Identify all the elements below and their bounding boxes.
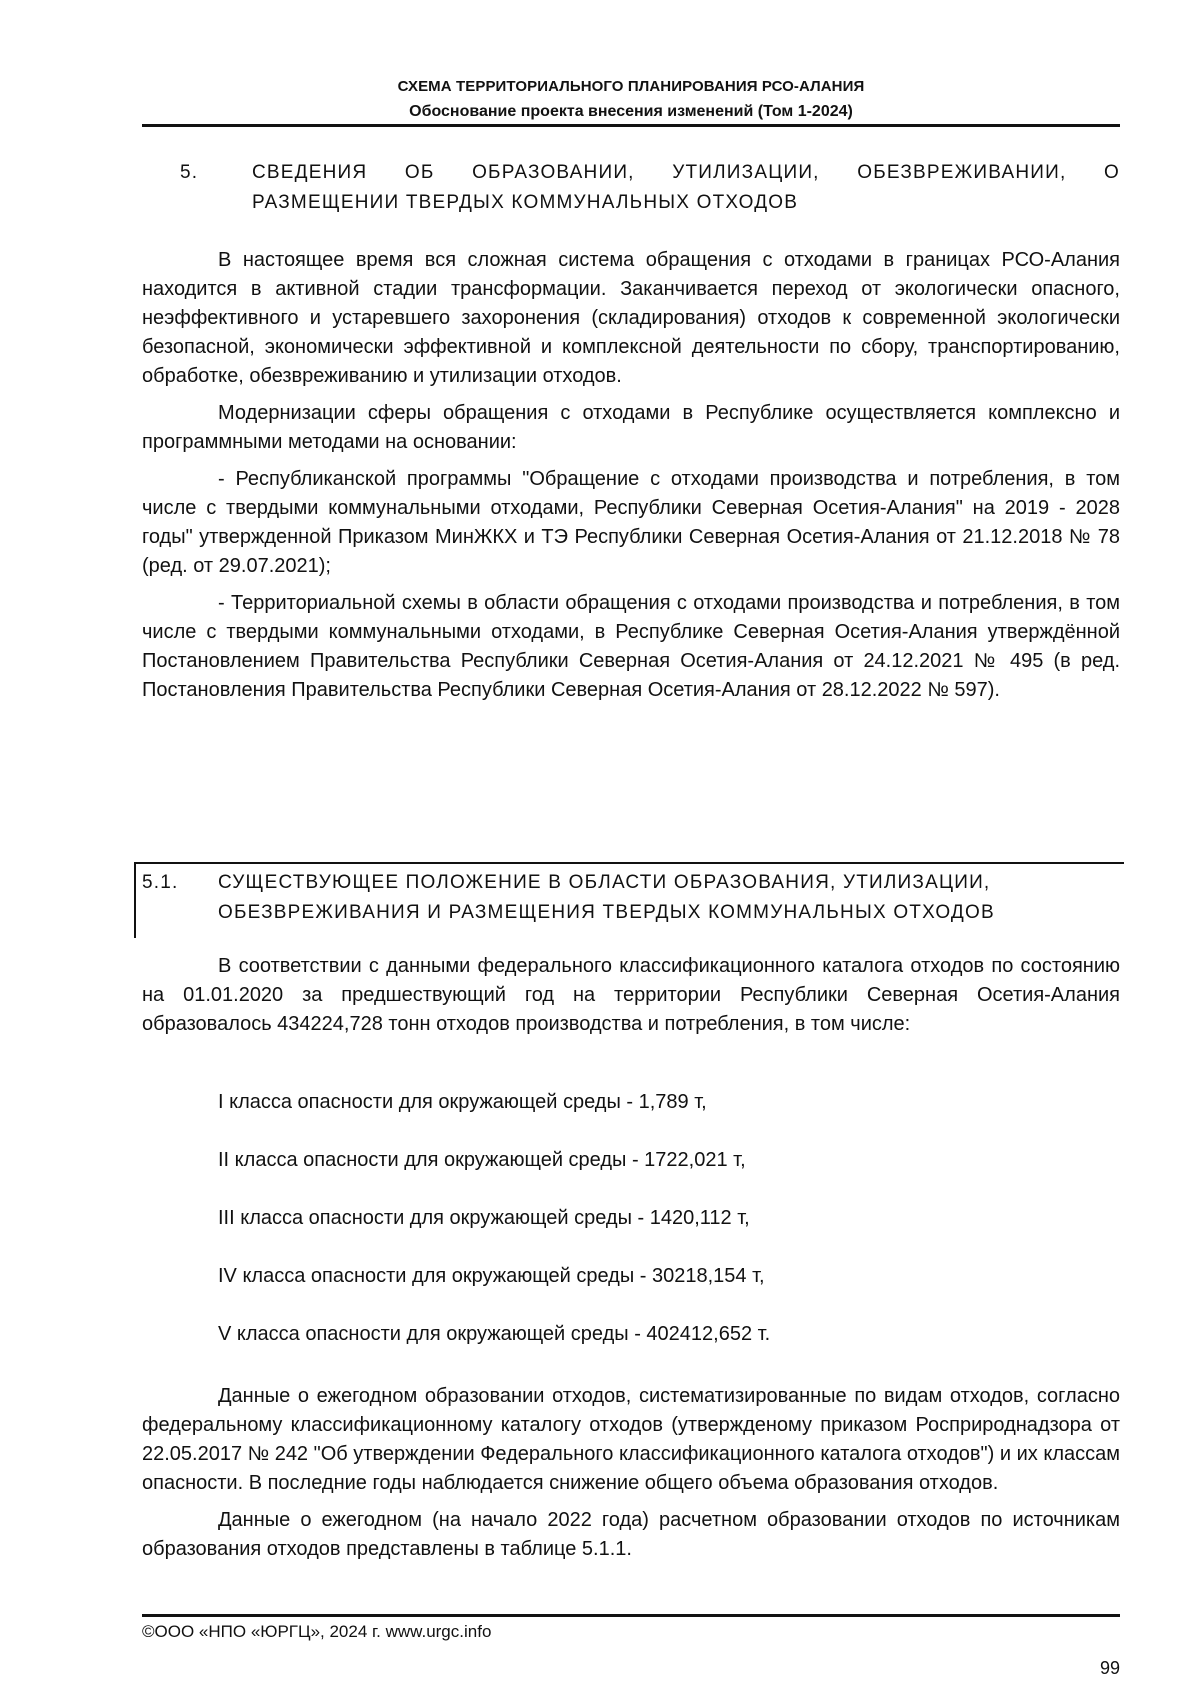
paragraph: Данные о ежегодном образовании отходов, систематизированные по видам отходов, согласно федеральному классификационному каталогу отходов (утвержденому приказом Росприроднадзора от 22.05.2017 № 242 "Об утверждении Федерального классификационного каталога отходов") и их классам опасности. В последние годы наблюдается снижение общего объема образования отходов.	[142, 1385, 1120, 1494]
section-5-1-intro	[142, 952, 1120, 1047]
section-5-1-title-line1: СУЩЕСТВУЮЩЕЕ ПОЛОЖЕНИЕ В ОБЛАСТИ ОБРАЗОВАНИЯ, УТИЛИЗАЦИИ,	[218, 872, 991, 893]
paragraph: В настоящее время вся сложная система обращения с отходами в границах РСО-Алания находится в активной стадии трансформации. Заканчивается переход от экологически опасного, неэффективного и устаревшего захоронения (складирования) отходов к современной экологически безопасной, экономически эффективной и комплексной деятельности по сбору, транспортированию, обработке, обезвреживанию и утилизации отходов.	[142, 249, 1120, 387]
footer-rule	[142, 1614, 1120, 1617]
section-5-1-title-line2: ОБЕЗВРЕЖИВАНИЯ И РАЗМЕЩЕНИЯ ТВЕРДЫХ КОММУНАЛЬНЫХ ОТХОДОВ	[218, 902, 995, 923]
section-5-title-line2: РАЗМЕЩЕНИИ ТВЕРДЫХ КОММУНАЛЬНЫХ ОТХОДОВ	[252, 192, 799, 213]
section-5-number: 5.	[180, 162, 199, 183]
running-header	[142, 74, 1120, 124]
section-5-heading	[180, 158, 1120, 218]
list-item: I класса опасности для окружающей среды - 1,789 т,	[218, 1091, 707, 1113]
list-item: III класса опасности для окружающей среды - 1420,112 т,	[218, 1207, 750, 1229]
paragraph: Данные о ежегодном (на начало 2022 года) расчетном образовании отходов по источникам образования отходов представлены в таблице 5.1.1.	[142, 1509, 1120, 1560]
paragraph: - Территориальной схемы в области обращения с отходами производства и потребления, в том числе с твердыми коммунальными отходами, в Республике Северная Осетия-Алания утверждённой Постановлением Правительства Республики Северная Осетия-Алания от 24.12.2021 № 495 (в ред. Постановления Правительства Республики Северная Осетия-Алания от 28.12.2022 № 597).	[142, 592, 1120, 701]
section-5-1-body	[142, 1382, 1120, 1572]
list-item: IV класса опасности для окружающей среды - 30218,154 т,	[218, 1265, 765, 1287]
hazard-class-list	[218, 1088, 1118, 1378]
section-5-title-line1: СВЕДЕНИЯ ОБ ОБРАЗОВАНИИ, УТИЛИЗАЦИИ, ОБЕЗВРЕЖИВАНИИ, О	[252, 162, 1120, 183]
header-subtitle: Обоснование проекта внесения изменений (Том 1-2024)	[409, 103, 853, 120]
section-5-body	[142, 246, 1120, 713]
section-5-1-heading	[142, 868, 1102, 928]
header-rule	[142, 124, 1120, 127]
paragraph: - Республиканской программы "Обращение с отходами производства и потребления, в том числе с твердыми коммунальными отходами, Республики Северная Осетия-Алания" на 2019 - 2028 годы" утвержденной Приказом МинЖКХ и ТЭ Республики Северная Осетия-Алания от 21.12.2018 № 78 (ред. от 29.07.2021);	[142, 468, 1120, 577]
footer-copyright: ©ООО «НПО «ЮРГЦ», 2024 г. www.urgc.info	[142, 1622, 492, 1641]
page-number: 99	[1099, 1658, 1120, 1678]
paragraph: Модернизации сферы обращения с отходами в Республике осуществляется комплексно и программными методами на основании:	[142, 402, 1120, 453]
paragraph: В соответствии с данными федерального классификационного каталога отходов по состоянию на 01.01.2020 за предшествующий год на территории Республики Северная Осетия-Алания образовалось 434224,728 тонн отходов производства и потребления, в том числе:	[142, 955, 1120, 1035]
list-item: V класса опасности для окружающей среды - 402412,652 т.	[218, 1323, 771, 1345]
section-5-1-number: 5.1.	[142, 872, 179, 893]
list-item: II класса опасности для окружающей среды - 1722,021 т,	[218, 1149, 746, 1171]
header-title: СХЕМА ТЕРРИТОРИАЛЬНОГО ПЛАНИРОВАНИЯ РСО-АЛАНИЯ	[397, 78, 865, 95]
